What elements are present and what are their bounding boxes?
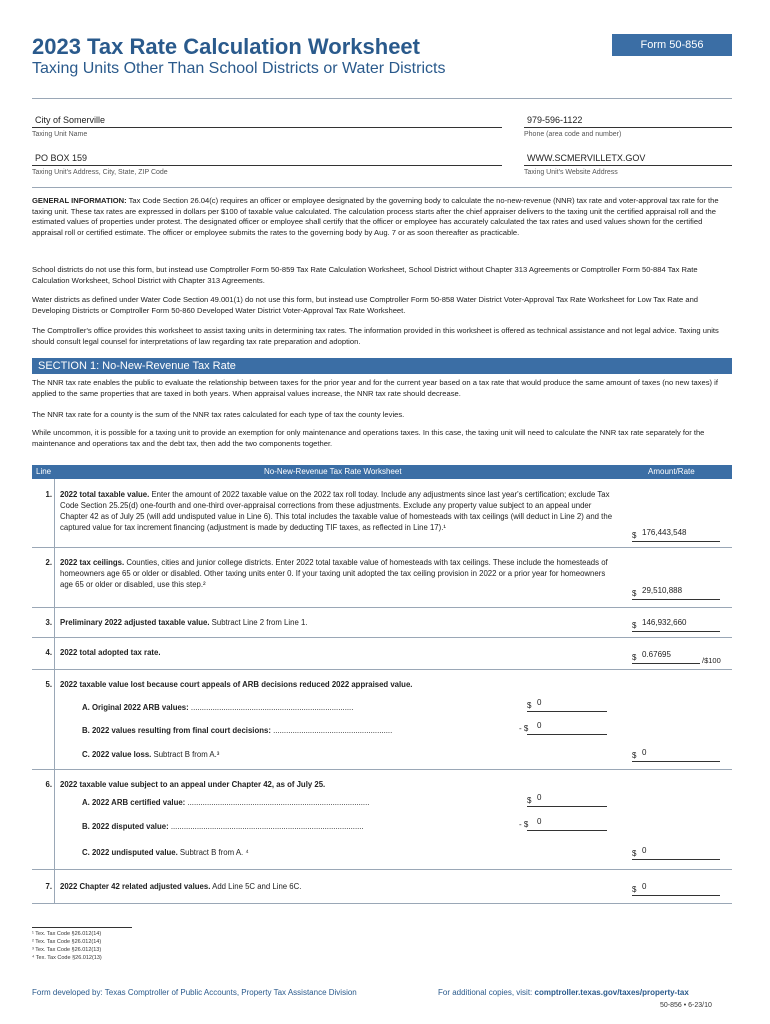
dollar-sign: $	[527, 701, 532, 710]
header-divider	[32, 98, 732, 99]
amount-value: 0.67695	[642, 650, 671, 659]
dollar-sign: $	[632, 531, 637, 540]
footnote-3: ³ Tex. Tax Code §26.012(13)	[32, 947, 102, 953]
footer-form-code: 50-856 • 6-23/10	[660, 1002, 712, 1009]
amount-value: 0	[537, 817, 542, 826]
line-number: 3.	[45, 618, 52, 627]
dollar-sign: $	[527, 796, 532, 805]
phone-value: 979-596-1122	[527, 115, 583, 125]
table-row	[32, 637, 732, 670]
amount-value: 0	[537, 721, 542, 730]
phone-line	[524, 127, 732, 128]
line-description	[60, 647, 620, 658]
general-info-lead: GENERAL INFORMATION:	[32, 196, 127, 205]
footer-copies-text: For additional copies, visit:	[438, 988, 535, 997]
line-description	[60, 489, 620, 533]
form-number-badge: Form 50-856	[612, 34, 732, 56]
website-label: Taxing Unit's Website Address	[524, 169, 618, 176]
page-subtitle: Taxing Units Other Than School Districts or Water Districts	[32, 60, 446, 77]
page-title: 2023 Tax Rate Calculation Worksheet	[32, 34, 420, 59]
sub-line-5a	[82, 702, 353, 713]
footnote-1: ¹ Tex. Tax Code §26.012(14)	[32, 931, 102, 937]
line-number: 1.	[45, 490, 52, 499]
water-district-note-visible: Water districts as defined under Water Code Section 49.001(1) do not use this form, but instead use Comptroller Form 50-858 Water District Voter-Approval Tax Rate Worksheet for Low Tax Rate and Developing Districts or Comptroller Form 50-860 Developed Water District Voter-Approval Tax Rate Worksheet.	[32, 295, 699, 315]
per-100-label: /$100	[702, 656, 721, 665]
dollar-sign: $	[632, 589, 637, 598]
table-row	[32, 479, 732, 548]
table-row	[32, 869, 732, 904]
sub-text: Subtract B from A.³	[151, 750, 220, 759]
dollar-sign: $	[632, 885, 637, 894]
phone-label: Phone (area code and number)	[524, 131, 622, 138]
line-1-amount[interactable]	[632, 527, 720, 542]
section-1-para-2: The NNR tax rate for a county is the sum of the NNR tax rates calculated for each type of tax the county levies.	[32, 410, 405, 419]
line-number: 5.	[45, 680, 52, 689]
line-lead: 2022 total taxable value.	[60, 490, 150, 499]
sub-line-5b	[82, 725, 392, 736]
school-district-note: School districts do not use this form, but instead use Comptroller Form 50-859 Tax Rate Calculation Worksheet, School District without Chapter 313 Agreements or Comptroller Form 50-884 Tax Rate Calculation Worksheet, School District with Chapter 313 Agreements.	[32, 265, 698, 285]
address-line	[32, 165, 502, 166]
leader-dots: .......................................................	[273, 726, 393, 735]
line-6a-amount[interactable]	[527, 794, 607, 807]
row-divider	[54, 547, 55, 607]
comptroller-note: The Comptroller's office provides this worksheet to assist taxing units in determining tax rates. The information provided in this worksheet is offered as technical assistance and not legal advice. Taxing units should consult legal counsel for interpretations of law regarding tax rate preparation and adoption.	[32, 326, 732, 356]
sub-label: C. 2022 value loss.	[82, 750, 152, 759]
sub-line-6a	[82, 797, 369, 808]
amount-value: 29,510,888	[642, 586, 683, 595]
table-header	[32, 465, 732, 479]
line-number: 7.	[45, 882, 52, 891]
minus-dollar-sign: - $	[519, 820, 529, 829]
nnr-worksheet-table	[32, 465, 732, 894]
footnote-2: ² Tex. Tax Code §26.012(14)	[32, 939, 102, 945]
dollar-sign: $	[632, 653, 637, 662]
amount-value: 146,932,660	[642, 618, 687, 627]
unit-name-label: Taxing Unit Name	[32, 131, 88, 138]
line-7-amount[interactable]	[632, 881, 720, 896]
line-description	[60, 779, 620, 790]
sub-label: B. 2022 values resulting from final court decisions:	[82, 726, 271, 735]
unit-name-line	[32, 127, 502, 128]
line-number: 2.	[45, 558, 52, 567]
line-description	[60, 557, 620, 590]
footer-developer: Form developed by: Texas Comptroller of Public Accounts, Property Tax Assistance Division	[32, 988, 357, 997]
line-number: 6.	[45, 780, 52, 789]
unit-name-value: City of Somerville	[35, 115, 106, 125]
row-divider	[54, 669, 55, 769]
line-lead: Preliminary 2022 adjusted taxable value.	[60, 618, 210, 627]
line-text: Add Line 5C and Line 6C.	[210, 882, 302, 891]
row-divider	[54, 869, 55, 903]
address-label: Taxing Unit's Address, City, State, ZIP Code	[32, 169, 168, 176]
footer-copies	[438, 988, 689, 997]
footnote-4: ⁴ Tex. Tax Code §26.012(13)	[32, 955, 102, 961]
sub-label: A. 2022 ARB certified value:	[82, 798, 186, 807]
dollar-sign: $	[632, 849, 637, 858]
dollar-sign: $	[632, 621, 637, 630]
website-value: WWW.SCMERVILLETX.GOV	[527, 153, 646, 163]
sub-label: A. Original 2022 ARB values:	[82, 703, 189, 712]
amount-value: 0	[642, 846, 647, 855]
sub-text: Subtract B from A. ⁴	[177, 848, 249, 857]
dollar-sign: $	[632, 751, 637, 760]
amount-value: 0	[642, 748, 647, 757]
sub-line-5c	[82, 749, 219, 760]
line-lead: 2022 total adopted tax rate.	[60, 648, 161, 657]
line-description	[60, 679, 620, 690]
fields-divider	[32, 187, 732, 188]
table-row	[32, 769, 732, 870]
amount-value: 0	[537, 698, 542, 707]
sub-line-6b	[82, 821, 364, 832]
col-line-header: Line	[36, 467, 52, 476]
address-value: PO BOX 159	[35, 153, 88, 163]
row-divider	[54, 479, 55, 547]
line-6c-amount[interactable]	[632, 845, 720, 860]
table-row	[32, 669, 732, 770]
line-5c-amount[interactable]	[632, 747, 720, 762]
line-lead: 2022 tax ceilings.	[60, 558, 125, 567]
website-line	[524, 165, 732, 166]
sub-label: C. 2022 undisputed value.	[82, 848, 178, 857]
section-1-para-3: While uncommon, it is possible for a taxing unit to provide an exemption for only maintenance and operations taxes. In this case, the taxing unit will need to calculate the NNR tax rate separately for the maintenance and operations tax and the debt tax, then add the two components together.	[32, 428, 705, 448]
line-6b-amount[interactable]	[519, 817, 607, 831]
line-lead: 2022 taxable value subject to an appeal under Chapter 42, as of July 25.	[60, 780, 326, 789]
line-number: 4.	[45, 648, 52, 657]
line-2-amount[interactable]	[632, 585, 720, 600]
line-lead: 2022 taxable value lost because court appeals of ARB decisions reduced 2022 appraised value.	[60, 680, 413, 689]
amount-value: 176,443,548	[642, 528, 687, 537]
amount-value: 0	[537, 793, 542, 802]
minus-dollar-sign: - $	[519, 724, 529, 733]
line-3-amount[interactable]	[632, 617, 720, 632]
col-amount-header: Amount/Rate	[648, 467, 695, 476]
general-info-text: Tax Code Section 26.04(c) requires an officer or employee designated by the governing body to calculate the no-new-revenue (NNR) tax rate and voter-approval tax rate for the taxing unit. These tax rates are expressed in dollars per $100 of taxable value calculated. The calculation process starts after the chief appraiser delivers to the taxing unit the certified appraisal roll and the estimated values of properties under protest. The designated officer or employee shall certify that the officer or employee has accurately calculated the tax rates and used values shown for the certified appraisal roll or certified estimate. The officer or employee submits the rates to the governing body by Aug. 7 or as soon thereafter as practicable.	[32, 196, 719, 237]
amount-value: 0	[642, 882, 647, 891]
table-row	[32, 607, 732, 638]
line-lead: 2022 Chapter 42 related adjusted values.	[60, 882, 211, 891]
table-row	[32, 547, 732, 608]
general-information	[32, 196, 732, 238]
col-title-header: No-New-Revenue Tax Rate Worksheet	[264, 467, 402, 476]
leader-dots: ...........................................................................	[190, 703, 354, 712]
section-1-header: SECTION 1: No-New-Revenue Tax Rate	[32, 358, 732, 374]
leader-dots: ....................................................................................	[187, 798, 370, 807]
sub-label: B. 2022 disputed value:	[82, 822, 169, 831]
line-text: Subtract Line 2 from Line 1.	[209, 618, 308, 627]
footnote-rule	[32, 927, 132, 928]
row-divider	[54, 637, 55, 669]
line-text: Counties, cities and junior college districts. Enter 2022 total taxable value of homesteads with tax ceilings. These include the homesteads of homeowners age 65 or older or disabled. Other taxing units enter 0. If your taxing unit adopted the tax ceiling provision in 2022 or a prior year for homeowners age 65 or older or disabled, use this step.²	[60, 558, 608, 589]
line-text: Enter the amount of 2022 taxable value on the 2022 tax roll today. Include any adjustments since last year's certification; exclude Tax Code Section 25.25(d) one-fourth and one-third over-appraisal corrections from these adjustments. Exclude any property value subject to an appeal under Chapter 42 as of July 25 (will add undisputed value in Line 6). This total includes the taxable value of homesteads with tax ceilings (will deduct in Line 2) and the captured value for tax increment financing (adjustment is made by deducting TIF taxes, as reflected in Line 17).¹	[60, 490, 613, 532]
footer-link[interactable]: comptroller.texas.gov/taxes/property-tax	[534, 988, 689, 997]
line-5a-amount[interactable]	[527, 699, 607, 712]
sub-line-6c	[82, 847, 249, 858]
line-description	[60, 881, 620, 892]
line-5b-amount[interactable]	[519, 721, 607, 735]
row-divider	[54, 607, 55, 637]
row-divider	[54, 769, 55, 869]
leader-dots: .........................................................................................	[170, 822, 364, 831]
section-1-para-1: The NNR tax rate enables the public to evaluate the relationship between taxes for the prior year and for the current year based on a tax rate that would produce the same amount of taxes (no new taxes) if applied to the same properties that are taxed in both years. When appraisal values increase, the NNR tax rate should decrease.	[32, 378, 718, 398]
line-4-amount[interactable]	[632, 649, 700, 664]
line-description	[60, 617, 620, 628]
